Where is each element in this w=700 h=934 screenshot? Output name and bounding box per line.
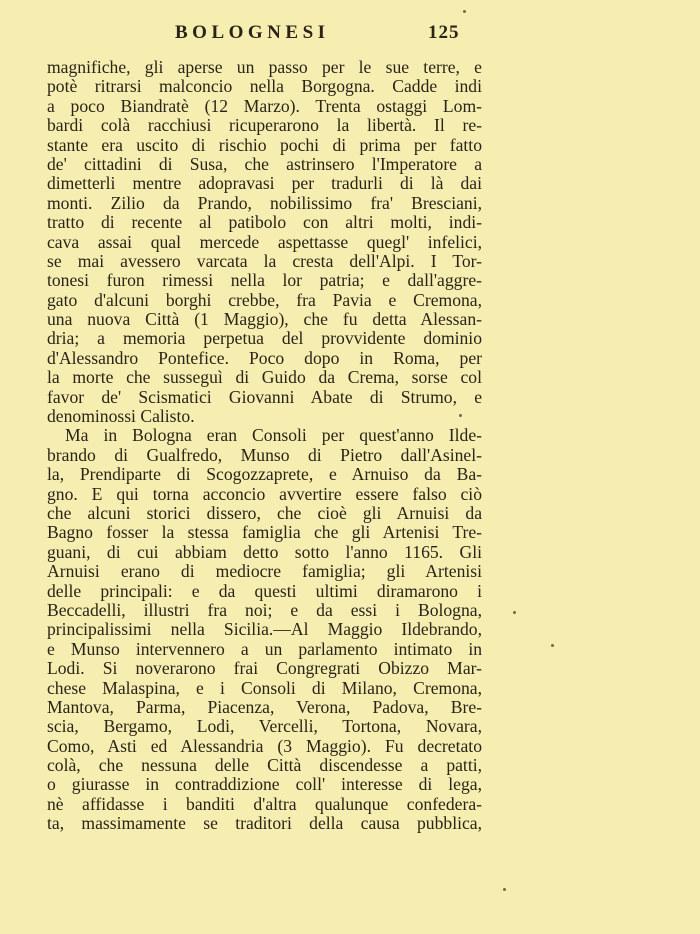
text-line: de' cittadini di Susa, che astrinsero l'Imperatore a bbox=[47, 153, 482, 174]
text-line: la morte che susseguì di Guido da Crema, sorse col bbox=[47, 367, 482, 388]
text-line: colà, che nessuna delle Città discendesse a patti, bbox=[47, 755, 482, 776]
text-line: chese Malaspina, e i Consoli di Milano, Cremona, bbox=[47, 677, 482, 698]
running-title: BOLOGNESI bbox=[175, 22, 330, 43]
text-line: gno. E qui torna acconcio avvertire essere falso ciò bbox=[47, 483, 482, 504]
text-line: la, Prendiparte di Scogozzaprete, e Arnuiso da Ba- bbox=[47, 464, 482, 485]
ink-speck bbox=[513, 611, 516, 614]
text-line: Ma in Bologna eran Consoli per quest'anno Ilde- bbox=[65, 425, 482, 446]
text-line: se mai avessero varcata la cresta dell'Alpi. I Tor- bbox=[47, 250, 482, 271]
text-line: stante era uscito di rischio pochi di prima per fatto bbox=[47, 134, 482, 155]
text-line: o giurasse in contraddizione coll' interesse di lega, bbox=[47, 774, 482, 795]
body-text bbox=[47, 58, 482, 834]
text-line: cava assai qual mercede aspettasse quegl' infelici, bbox=[47, 231, 482, 252]
text-line: brando di Gualfredo, Munso di Pietro dall'Asinel- bbox=[47, 444, 482, 465]
text-line: denominossi Calisto. bbox=[47, 406, 195, 427]
text-line: scia, Bergamo, Lodi, Vercelli, Tortona, Novara, bbox=[47, 716, 482, 737]
text-line: a poco Biandratè (12 Marzo). Trenta ostaggi Lom- bbox=[47, 95, 482, 116]
text-line: Beccadelli, illustri fra noi; e da essi i Bologna, bbox=[47, 599, 482, 620]
text-line: potè ritrarsi malconcio nella Borgogna. Cadde indi bbox=[47, 76, 482, 97]
text-line: Como, Asti ed Alessandria (3 Maggio). Fu decretato bbox=[47, 735, 482, 756]
text-line: una nuova Città (1 Maggio), che fu detta Alessan- bbox=[47, 309, 482, 330]
text-line: favor de' Scismatici Giovanni Abate di Strumo, e bbox=[47, 386, 482, 407]
text-line: Arnuisi erano di mediocre famiglia; gli Artenisi bbox=[47, 561, 482, 582]
text-line: bardi colà racchiusi ricuperarono la libertà. Il re- bbox=[47, 115, 482, 136]
text-line: delle principali: e da questi ultimi diramarono i bbox=[47, 580, 482, 601]
text-line: che alcuni storici dissero, che cioè gli Arnuisi da bbox=[47, 502, 482, 523]
ink-speck bbox=[551, 644, 554, 647]
text-line: Bagno fosser la stessa famiglia che gli Artenisi Tre- bbox=[47, 522, 482, 543]
text-line: guani, di cui abbiam detto sotto l'anno 1165. Gli bbox=[47, 541, 482, 562]
page-header bbox=[0, 22, 700, 46]
ink-speck bbox=[503, 888, 506, 891]
text-line: gato d'alcuni borghi crebbe, fra Pavia e Cremona, bbox=[47, 289, 482, 310]
text-line: e Munso intervennero a un parlamento intimato in bbox=[47, 638, 482, 659]
text-line: ta, massimamente se traditori della causa pubblica, bbox=[47, 813, 482, 834]
text-line: tonesi furon rimessi nella lor patria; e dall'aggre- bbox=[47, 270, 482, 291]
text-line: monti. Zilio da Prando, nobilissimo fra' Bresciani, bbox=[47, 192, 482, 213]
paragraph bbox=[47, 426, 482, 833]
text-line: principalissimi nella Sicilia.—Al Maggio Ildebrando, bbox=[47, 619, 482, 640]
text-line: Mantova, Parma, Piacenza, Verona, Padova, Bre- bbox=[47, 696, 482, 717]
text-line: Lodi. Si noverarono frai Congregrati Obizzo Mar- bbox=[47, 658, 482, 679]
page-number: 125 bbox=[428, 22, 460, 43]
text-line: magnifiche, gli aperse un passo per le sue terre, e bbox=[47, 57, 482, 77]
text-line: nè affidasse i banditi d'altra qualunque confedera- bbox=[47, 793, 482, 814]
ink-speck bbox=[463, 10, 466, 13]
text-line: dria; a memoria perpetua del provvidente dominio bbox=[47, 328, 482, 349]
text-line: d'Alessandro Pontefice. Poco dopo in Roma, per bbox=[47, 347, 482, 368]
text-line: tratto di recente al patibolo con altri molti, indi- bbox=[47, 212, 482, 233]
text-line: dimetterli mentre adopravasi per tradurli di là dai bbox=[47, 173, 482, 194]
ink-speck bbox=[459, 414, 462, 417]
paragraph bbox=[47, 58, 482, 426]
